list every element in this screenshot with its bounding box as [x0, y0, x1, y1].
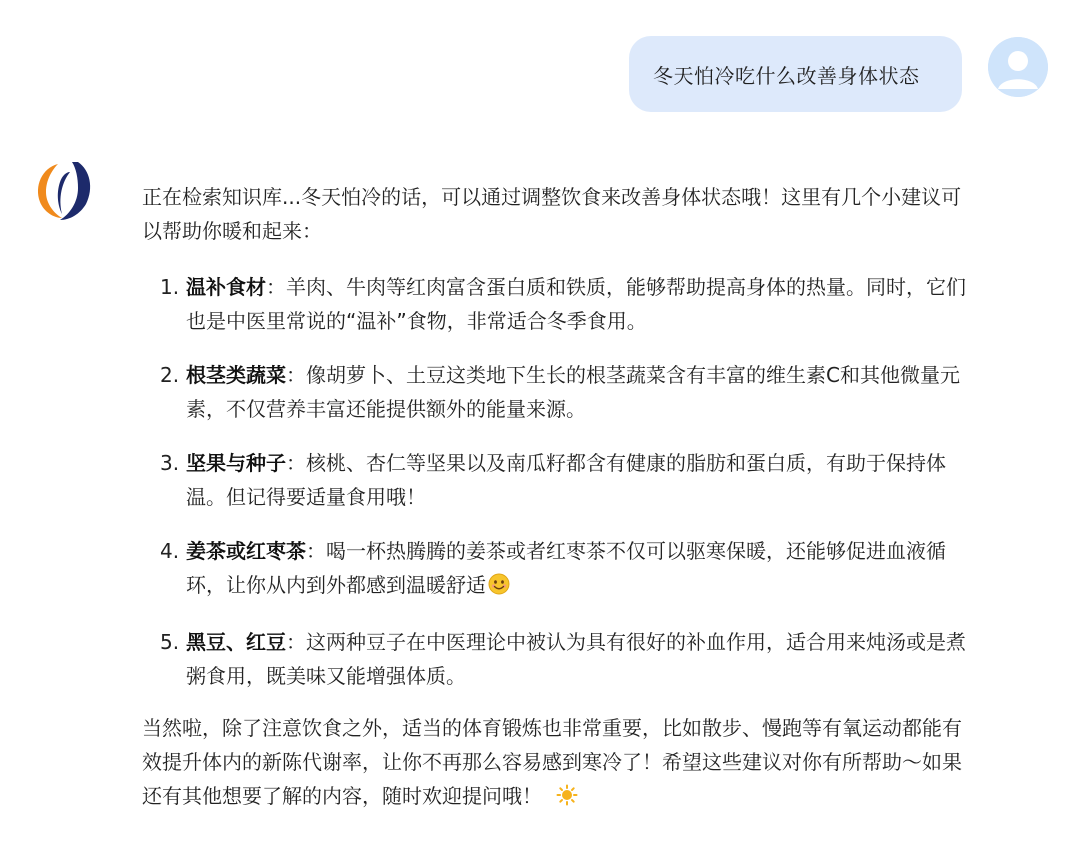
- tip-title: 坚果与种子: [186, 451, 286, 475]
- assistant-logo-icon: [32, 158, 96, 222]
- assistant-outro-text: 当然啦，除了注意饮食之外，适当的体育锻炼也非常重要，比如散步、慢跑等有氧运动都能有效提升体内的新陈代谢率，让你不再那么容易感到寒冷了！希望这些建议对你有所帮助～如果还有其他想要了解的内容，随时欢迎提问哦！: [142, 716, 962, 808]
- tip-text: ：喝一杯热腾腾的姜茶或者红枣茶不仅可以驱寒保暖，还能够促进血液循环，让你从内到外都感到温暖舒适: [186, 539, 946, 597]
- tip-text: ：像胡萝卜、土豆这类地下生长的根茎蔬菜含有丰富的维生素C和其他微量元素，不仅营养丰富还能提供额外的能量来源。: [186, 363, 960, 421]
- assistant-intro: 正在检索知识库...冬天怕冷的话，可以通过调整饮食来改善身体状态哦！这里有几个小建议可以帮助你暖和起来：: [142, 185, 962, 243]
- assistant-message: [142, 180, 972, 816]
- tip-title: 姜茶或红枣茶: [186, 539, 306, 563]
- list-number: 2.: [160, 363, 180, 387]
- list-number: 4.: [160, 539, 180, 563]
- assistant-outro: [142, 711, 972, 816]
- tip-text: ：核桃、杏仁等坚果以及南瓜籽都含有健康的脂肪和蛋白质，有助于保持体温。但记得要适量食用哦！: [186, 451, 946, 509]
- list-number: 1.: [160, 275, 180, 299]
- list-number: 3.: [160, 451, 180, 475]
- sun-emoji: [556, 782, 578, 816]
- tip-title: 温补食材: [186, 275, 266, 299]
- list-item: [160, 446, 972, 514]
- user-avatar-icon[interactable]: [988, 37, 1048, 97]
- list-item: [160, 625, 972, 693]
- tip-title: 黑豆、红豆: [186, 630, 286, 654]
- user-message-bubble: [629, 36, 962, 112]
- user-message-text: 冬天怕冷吃什么改善身体状态: [653, 63, 920, 88]
- list-item: [160, 534, 972, 605]
- tip-text: ：这两种豆子在中医理论中被认为具有很好的补血作用，适合用来炖汤或是煮粥食用，既美味又能增强体质。: [186, 630, 966, 688]
- smiling-face-emoji: [488, 571, 510, 605]
- list-item: [160, 358, 972, 426]
- list-item: [160, 270, 972, 338]
- list-number: 5.: [160, 630, 180, 654]
- tip-title: 根茎类蔬菜: [186, 363, 286, 387]
- tips-list: [142, 270, 972, 693]
- tip-text: ：羊肉、牛肉等红肉富含蛋白质和铁质，能够帮助提高身体的热量。同时，它们也是中医里常说的“温补”食物，非常适合冬季食用。: [186, 275, 966, 333]
